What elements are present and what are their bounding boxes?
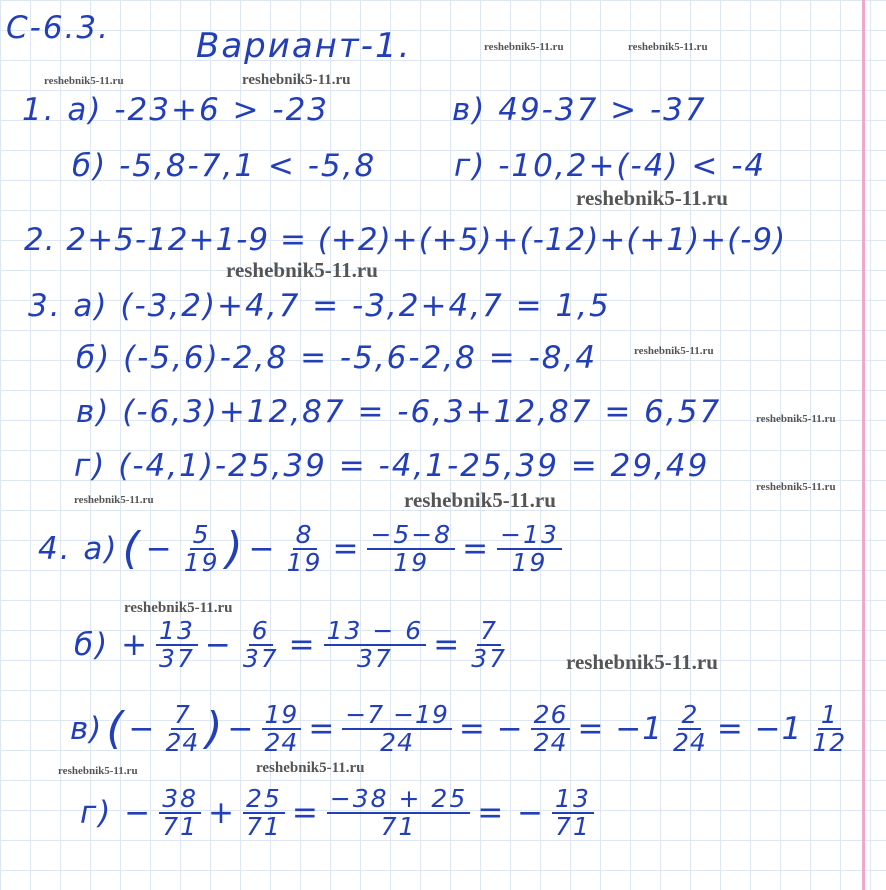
equals-sign: = − [477,795,546,832]
task4-v-label: в) [70,711,103,748]
paren-open: ( [106,703,125,755]
task4-a-label: 4. а) [38,531,119,568]
task1-b: б) -5,8-7,1 < -5,8 [72,148,377,184]
fraction: $\frac{7}{37}$ [471,616,507,674]
task3-a: 3. а) (-3,2)+4,7 = -3,2+4,7 = 1,5 [28,288,611,324]
operator: + [208,795,237,832]
equals-sign: = [288,627,317,664]
watermark: reshebnik5-11.ru [256,760,365,776]
watermark: reshebnik5-11.ru [566,650,718,674]
watermark: reshebnik5-11.ru [44,75,124,87]
equals-sign: = −1 [716,711,803,748]
watermark: reshebnik5-11.ru [58,765,138,777]
equals-sign: = [462,531,491,568]
fraction: $\frac{13}{37}$ [156,618,198,673]
equals-sign: = [433,627,462,664]
task4-a-minus: − [145,531,174,568]
watermark: reshebnik5-11.ru [634,345,714,357]
fraction: $\frac{1}{12}$ [812,700,847,758]
fraction: $\frac{8}{19}$ [286,520,323,578]
fraction: $\frac{6}{37}$ [242,616,279,674]
operator: − [227,711,255,748]
fraction: $\frac{26}{24}$ [531,702,571,757]
work-code: С-6.3. [6,10,110,46]
watermark: reshebnik5-11.ru [484,41,564,53]
task2-line: 2. 2+5-12+1-9 = (+2)+(+5)+(-12)+(+1)+(-9) [24,222,787,258]
paren-close: ) [225,523,245,575]
variant-title: Вариант-1. [196,26,412,66]
fraction: $\frac{7}{24}$ [165,700,200,758]
fraction: $\frac{13 - 6}{37}$ [324,618,427,673]
fraction: $\frac{13}{71}$ [552,786,594,841]
watermark: reshebnik5-11.ru [756,481,836,493]
paren-open: ( [122,523,142,575]
paren-close: ) [205,703,224,755]
operator: − [248,531,277,568]
page-margin-line [862,0,865,890]
fraction: $\frac{5}{19}$ [183,520,220,578]
watermark: reshebnik5-11.ru [226,258,378,282]
fraction: $\frac{-13}{19}$ [497,522,562,577]
equals-sign: = −1 [577,711,664,748]
watermark: reshebnik5-11.ru [242,72,351,88]
task3-b: б) (-5,6)-2,8 = -5,6-2,8 = -8,4 [76,340,598,376]
watermark: reshebnik5-11.ru [74,494,154,506]
equals-sign: = [332,531,361,568]
task4-a-line [34,522,565,577]
fraction: $\frac{38}{71}$ [159,786,201,841]
task4-g-line [76,786,597,841]
fraction: $\frac{-7 -19}{24}$ [342,702,452,757]
task4-b-line [70,618,513,673]
fraction: $\frac{19}{24}$ [262,702,302,757]
equals-sign: = [308,711,336,748]
fraction: $\frac{-38 + 25}{71}$ [327,786,470,841]
task1-v: в) 49-37 > -37 [452,92,707,128]
task4-g-label: г) − [80,795,153,832]
watermark: reshebnik5-11.ru [124,600,233,616]
task3-v: в) (-6,3)+12,87 = -6,3+12,87 = 6,57 [76,394,722,430]
task4-v-minus: − [128,711,156,748]
fraction: $\frac{25}{71}$ [243,786,285,841]
watermark: reshebnik5-11.ru [756,413,836,425]
operator: − [204,627,233,664]
fraction: $\frac{2}{24}$ [673,700,707,758]
equals-sign: = − [458,711,524,748]
task4-v-line [66,702,852,757]
watermark: reshebnik5-11.ru [404,488,556,512]
task1-g: г) -10,2+(-4) < -4 [454,148,767,184]
task1-a: 1. а) -23+6 > -23 [22,92,330,128]
task4-b-label: б) + [74,627,150,664]
fraction: $\frac{-5-8}{19}$ [367,522,455,577]
equals-sign: = [291,795,320,832]
task3-g: г) (-4,1)-25,39 = -4,1-25,39 = 29,49 [74,448,710,484]
watermark: reshebnik5-11.ru [576,186,728,210]
watermark: reshebnik5-11.ru [628,41,708,53]
